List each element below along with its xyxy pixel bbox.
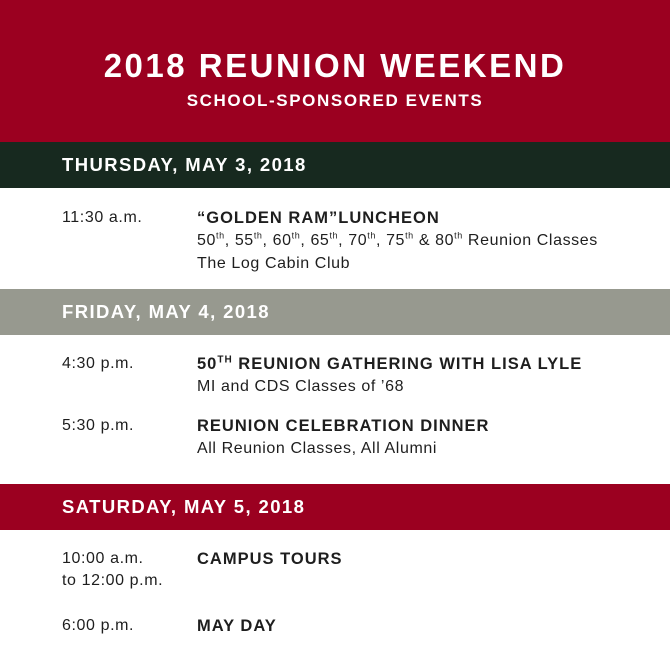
event-golden-ram-luncheon (62, 207, 670, 275)
event-may-day (62, 615, 670, 637)
event-title: “GOLDEN RAM”LUNCHEON (197, 209, 440, 227)
event-time: 5:30 p.m. (62, 417, 135, 434)
page-header (0, 0, 670, 142)
event-50th-reunion-gathering (62, 353, 670, 398)
event-time: 4:30 p.m. (62, 355, 135, 372)
page-title: 2018 REUNION WEEKEND (103, 47, 567, 84)
day-section-friday (0, 335, 670, 484)
event-time: 10:00 a.m. to 12:00 p.m. (62, 550, 164, 589)
event-location: The Log Cabin Club (197, 255, 351, 272)
day-header-thursday: THURSDAY, MAY 3, 2018 (0, 142, 670, 188)
event-campus-tours (62, 548, 670, 592)
event-title: CAMPUS TOURS (197, 550, 343, 568)
event-classes: 50th, 55th, 60th, 65th, 70th, 75th & 80th Reunion Classes (197, 230, 598, 249)
event-title: 50TH REUNION GATHERING WITH LISA LYLE (197, 354, 583, 373)
event-time: 11:30 a.m. (62, 209, 143, 226)
page-subtitle: SCHOOL-SPONSORED EVENTS (186, 91, 484, 110)
event-detail: All Reunion Classes, All Alumni (197, 440, 438, 457)
event-title: MAY DAY (197, 617, 277, 635)
day-section-saturday (0, 530, 670, 650)
day-header-friday: FRIDAY, MAY 4, 2018 (0, 289, 670, 335)
day-header-saturday: SATURDAY, MAY 5, 2018 (0, 484, 670, 530)
day-section-thursday (0, 188, 670, 289)
event-reunion-celebration-dinner (62, 415, 670, 460)
event-title: REUNION CELEBRATION DINNER (197, 417, 490, 435)
event-detail: MI and CDS Classes of ’68 (197, 378, 405, 395)
event-time: 6:00 p.m. (62, 617, 135, 634)
